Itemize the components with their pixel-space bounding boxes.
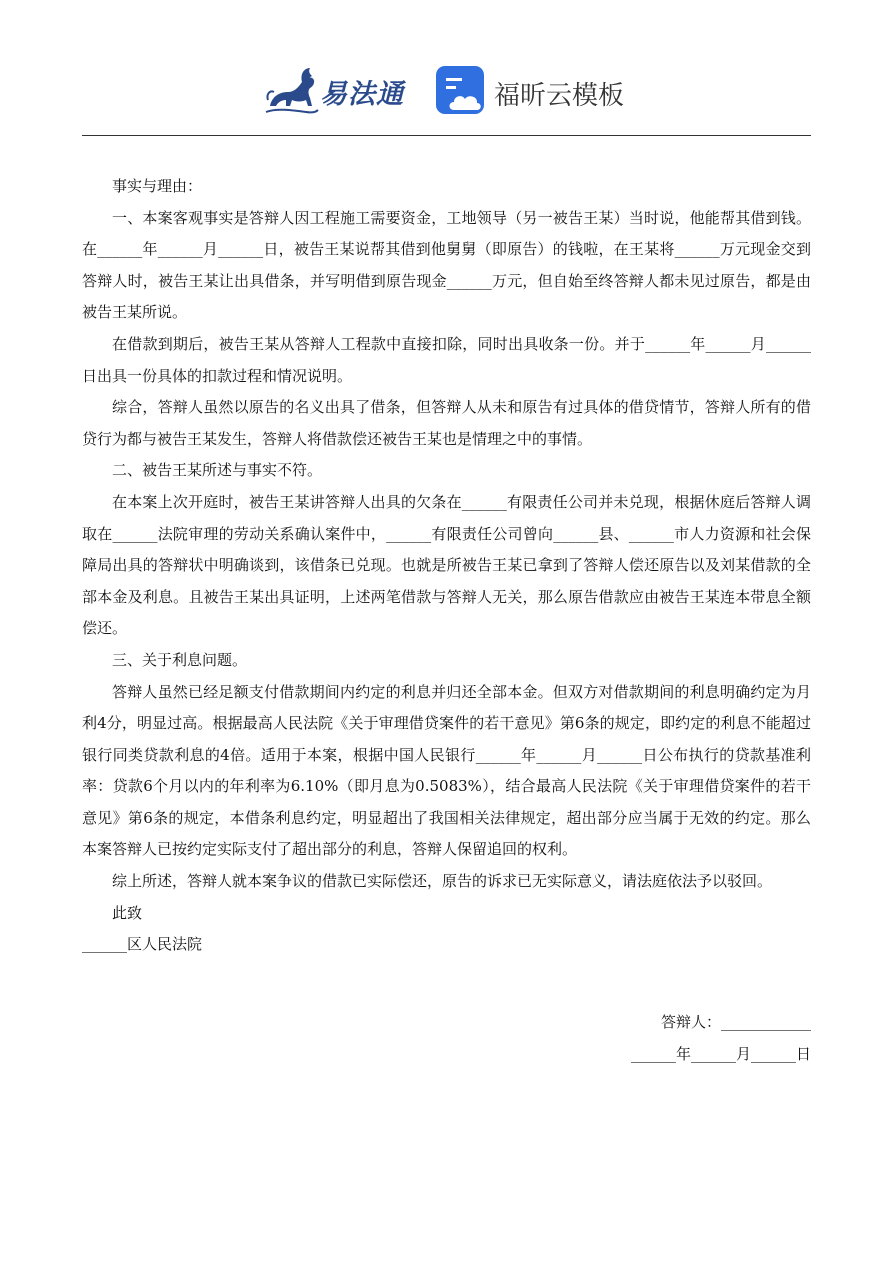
qilin-emblem-icon xyxy=(262,62,322,118)
paragraph-7: 答辩人虽然已经足额支付借款期间内约定的利息并归还全部本金。但双方对借款期间的利息明确约定为月利4分，明显过高。根据最高人民法院《关于审理借贷案件的若干意见》第6条的规定，即约定的利息不能超过银行同类贷款利息的4倍。适用于本案，根据中国人民银行______年______月______日公布执行的贷款基准利率：贷款6个月以内的年利率为6.10%（即月息为0.5083%），结合最高人民法院《关于审理借贷案件的若干意见》第6条的规定，本借条利息约定，明显超出了我国相关法律规定，超出部分应当属于无效的约定。那么本案答辩人已按约定实际支付了超出部分的利息，答辩人保留追回的权利。 xyxy=(82,682,811,859)
paragraph-4: 二、被告王某所述与事实不符。 xyxy=(112,461,323,480)
header-divider xyxy=(82,135,811,136)
section-heading: 事实与理由： xyxy=(112,177,203,195)
yifatong-logo xyxy=(262,62,422,118)
paragraph-5: 在本案上次开庭时，被告王某讲答辩人出具的欠条在______有限责任公司并未兑现，根据休庭后答辩人调取在______法院审理的劳动关系确认案件中，______有限责任公司曾向______县、______市人力资源和社会保障局出具的答辩状中明确谈到，该借条已兑现。也就是所被告王某已拿到了答辩人偿还原告以及刘某借款的全部本金及利息。且被告王某出具证明，上述两笔借款与答辩人无关，那么原告借款应由被告王某连本带息全额偿还。 xyxy=(82,492,811,638)
fuxin-cloud-template-logo xyxy=(436,66,636,118)
paragraph-3: 综合，答辩人虽然以原告的名义出具了借条，但答辩人从未和原告有过具体的借贷情节，答辩人所有的借贷行为都与被告王某发生，答辩人将借款偿还被告王某也是情理之中的事情。 xyxy=(82,398,811,448)
date-line: ______年______月______日 xyxy=(630,1045,811,1063)
document-body xyxy=(82,171,811,961)
page-header xyxy=(0,56,893,126)
signature-line: 答辩人：____________ xyxy=(660,1013,811,1031)
fuxin-cloud-template-text: 福昕云模板 xyxy=(494,81,625,111)
paragraph-8: 综上所述，答辩人就本案争议的借款已实际偿还，原告的诉求已无实际意义，请法庭依法予以驳回。 xyxy=(112,872,773,891)
yifatong-logo-text: 易法通 xyxy=(320,79,404,110)
cloud-document-icon xyxy=(436,66,488,118)
closing-salutation: 此致 xyxy=(112,903,143,922)
addressee: ______区人民法院 xyxy=(82,935,203,954)
paragraph-2: 在借款到期后，被告王某从答辩人工程款中直接扣除，同时出具收条一份。并于______年______月______日出具一份具体的扣款过程和情况说明。 xyxy=(82,334,811,385)
paragraph-6: 三、关于利息问题。 xyxy=(112,650,248,669)
paragraph-1: 一、本案客观事实是答辩人因工程施工需要资金，工地领导（另一被告王某）当时说，他能帮其借到钱。在______年______月______日，被告王某说帮其借到他舅舅（即原告）的钱啦，在王某将______万元现金交到答辩人时，被告王某让出具借条，并写明借到原告现金______万元，但自始至终答辩人都未见过原告，都是由被告王某所说。 xyxy=(82,208,811,322)
